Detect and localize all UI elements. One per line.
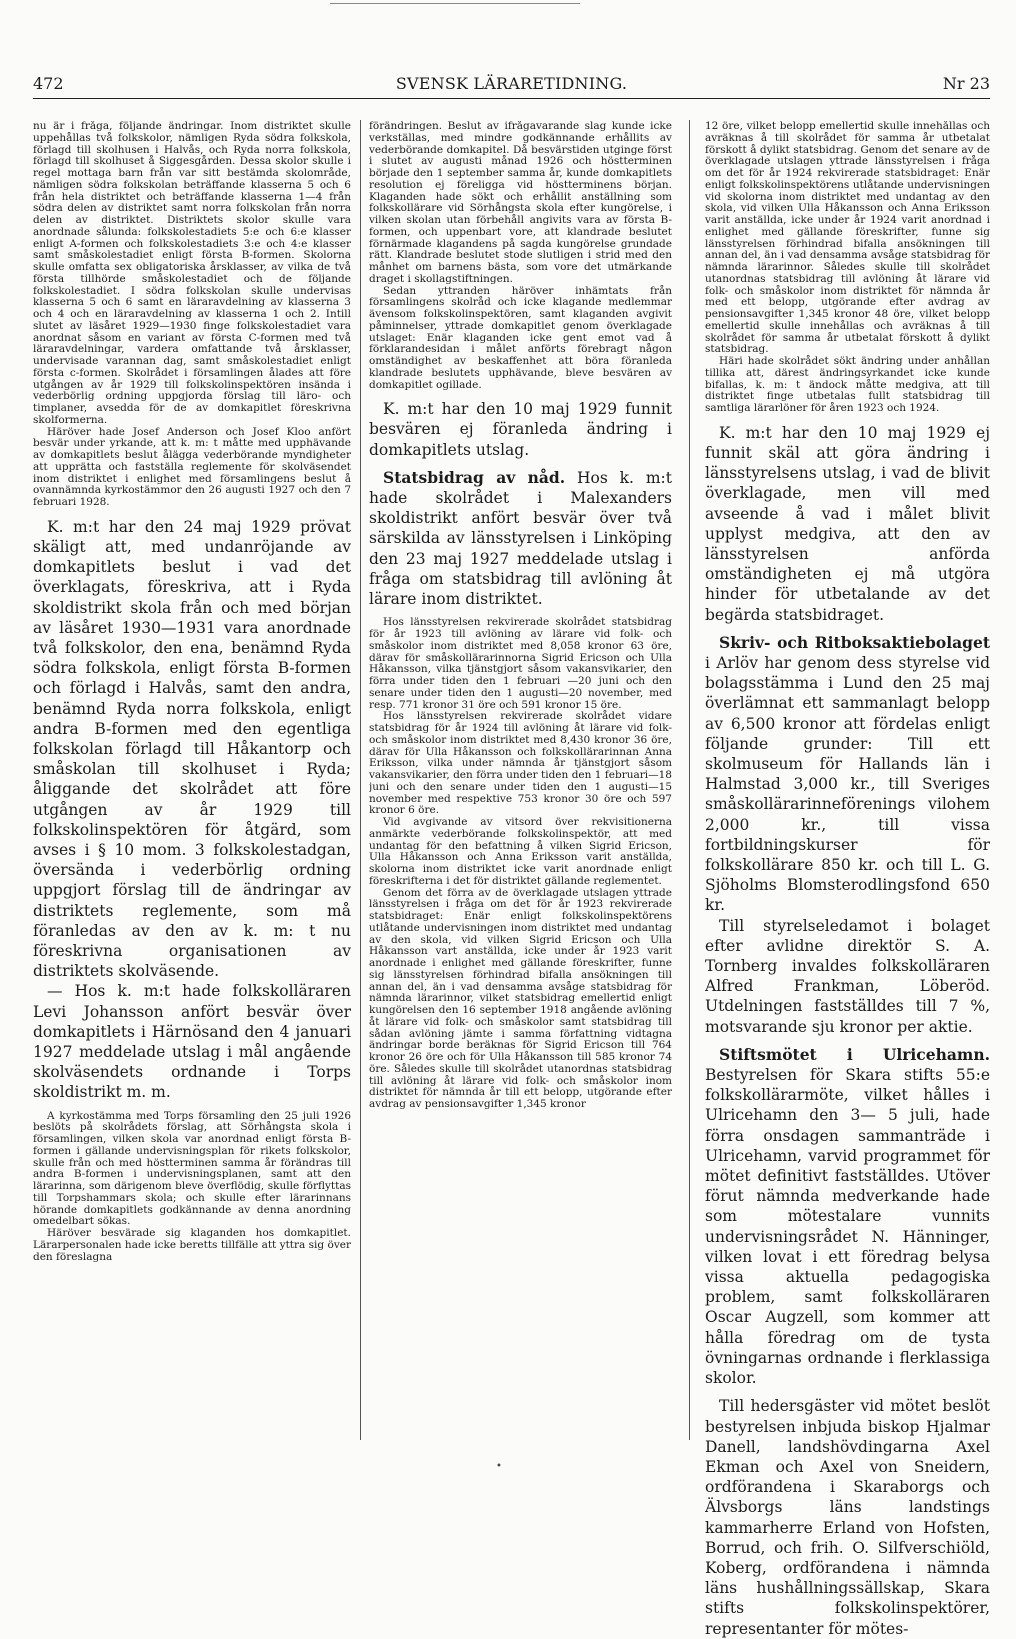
section-heading: Skriv- och Ritboksaktiebolaget [719,632,990,652]
paragraph-text: K. m:t har den 24 maj 1929 prövat skäligt att, med undanröjande av domkapitlets beslut i vad det överklagats, föreskriva, att i Ryda skoldistrikt skola från och med början av läsåret 1930—1931 vara anordnade två folkskolor, den ena, benämnd Ryda södra folkskola, enligt första B-formen och förlagd i Halvås, samt den andra, benämnd Ryda norra folkskola, enligt andra B-formen med den egentliga folkskolan förlagd till Håkantorp och småskolan till skolhuset i Ryda; åliggande det skolrådet att före utgången av år 1929 till folkskolinspektören för åtgärd, som avses i § 10 mom. 3 folkskolestadgan, översända i vederbörlig ordning uppgjort förslag till de ändringar av distriktets reglemente, som må föranledas av den av k. m: t nu föreskrivna organisationen av distriktets skolväsende. [33,517,351,981]
column-middle [369,121,672,1111]
article-paragraph [33,981,351,1102]
issue-number: Nr 23 [942,74,990,93]
article-paragraph [369,286,672,392]
paragraph-text: — Hos k. m:t hade folkskolläraren Levi Johansson anfört besvär över domkapitlets i Härnösand den 4 januari 1927 meddelade utslag i mål angående skolväsendets ordnande i Torps skoldistrikt m. m. [33,982,351,1102]
article-paragraph [369,817,672,888]
article-paragraph [705,633,990,916]
article-paragraph [369,888,672,1111]
top-edge-line [330,3,580,4]
paragraph-text: Bestyrelsen för Skara stifts 55:e folkskollärarmöte, vilket hålles i Ulricehamn den 3— 5 juli, hade förra onsdagen sammanträde i Ulricehamn, varvid programmet för mötet definitivt fastställdes. Utöver förut nämnda medverkande hade som mötestalare vunnits undervisningsrådet N. Hänninger, vilken lovat i ett föredrag belysa vissa aktuella pedagogiska problem, samt folkskolläraren Oscar Augzell, som kommer att hålla föredrag om de tysta övningarnas ordnande i flerklassiga skolor. [705,1066,990,1388]
article-paragraph [33,427,351,509]
paragraph-text: i Arlöv har genom dess styrelse vid bolagsstämma i Lund den 25 maj överlämnat ett sammanlagt belopp av 6,500 kronor att fördelas enligt följande grunder: Till ett skolmuseum för Hallands län i Halmstad 3,000 kr., till Sveriges småskollärarinneförenings vilohem 2,000 kr., till vissa fortbildningskurser för folkskollärare 850 kr. och till L. G. Sjöholms Blomsterodlingsfond 650 kr. [705,653,990,915]
article-paragraph [33,1228,351,1263]
article-paragraph [705,121,990,356]
paragraph-text: 12 öre, vilket belopp emellertid skulle innehållas och avräknas å till skolrådet för samma år utbetalat förskott å dylikt statsbidrag. Genom det senare av de överklagade utslagen yttrade länsstyrelsen i fråga om det för år 1924 rekvirerade statsbidraget: Enär enligt folkskolinspektörens utlåtande undervisningen vid skolorna inom distriktet med undantag av den skola, vid vilken Ulla Håkansson och Anna Eriksson varit anställda, icke under år 1924 varit anordnad i enlighet med gällande föreskrifter, funne sig länsstyrelsen förhindrad bifalla ansökningen till annan del, än i vad densamma avsåge statsbidrag för nämnda lärarinnor. Således skulle till skolrådet utanordnas statsbidrag till avlöning åt lärare vid folk- och småskolor inom distriktet för nämnda år med ett belopp, utgörande efter avdrag av pensionsavgifter 1,345 kronor 48 öre, vilket belopp emellertid skulle innehållas och avräknas å till skolrådet för samma år utbetalat förskott å dylikt statsbidrag. [705,121,990,356]
paragraph-text: nu är i fråga, följande ändringar. Inom distriktet skulle uppehållas två folkskolor, nämligen Ryda södra folkskola, förlagd till skolhusen i Halvås, och Ryda norra folkskola, förlagd till skolhuset å Siggesgården. Dessa skolor skulle i regel mottaga barn från var sitt bestämda skolområde, nämligen södra folkskolan beträffande klasserna 5 och 6 från hela distriktet och beträffande klasserna 1—4 från södra delen av distriktet samt norra folkskolan från norra delen av distriktet. Distriktets skolor skulle vara anordnade sålunda: folkskolestadiets 5:e och 6:e klasser enligt A-formen och folkskolestadiets 3:e och 4:e klasser samt småskolestadiet enligt första B-formen. Skolorna skulle omfatta sex obligatoriska årsklasser, av vilka de två första tillhörde småskolestadiet och de följande folkskolestadiet. I södra folkskolan skulle undervisas klasserna 5 och 6 samt en läraravdelning av klasserna 3 och 4 och en läraravdelning av klasserna 1 och 2. Intill slutet av läsåret 1929—1930 finge folkskolestadiet vara anordnat såsom en variant av första C-formen med två läraravdelningar, vardera omfattande två årsklasser, undervisade varannan dag, samt småskolestadiet enligt första c-formen. Skolrådet i församlingen ålades att före utgången av år 1929 till folkskolinspektören insända i vederbörlig ordning uppgjorda förslag till läro- och timplaner, avsedda för de av domkapitlet föreskrivna skolformerna. [33,121,351,426]
paragraph-text: Genom det förra av de överklagade utslagen yttrade länsstyrelsen i fråga om det för år 1923 rekvirerade statsbidraget: Enär enligt folkskolinspektörens utlåtande undervisningen inom distriktet med undantag av den skola, vid vilken Sigrid Ericson och Ulla Håkansson vart anställda, icke under år 1923 varit anordnade i enlighet med gällande föreskrifter, funne sig länsstyrelsen förhindrad bifalla ansökningen till annan del, än i vad densamma avsåge statsbidrag för nämnda lärarinnor, vilket statsbidrag emellertid enligt kungörelsen den 16 september 1918 angående avlöning åt lärare vid folk- och småskolor samt statsbidrag till sådan avlöning jämte i samma författning vidtagna ändringar borde beräknas för Sigrid Ericson till 764 kronor 26 öre och för Ulla Håkansson till 585 kronor 74 öre. Således skulle till skolrådet utanordnas statsbidrag till avlöning åt lärare vid folk- och småskolor inom distriktet för nämnda år till ett belopp, utgörande efter avdrag av pensionsavgifter 1,345 kronor [369,886,672,1111]
paragraph-text: Sedan yttranden häröver inhämtats från församlingens skolråd och icke klagande medlemmar ävensom folkskolinspektören, samt klaganden avgivit påminnelser, yttrade domkapitlet genom överklagade utslaget: Enär klaganden icke gent emot vad å förklarandesidan i målet anförts förebragt någon omständighet av beskaffenhet att böra föranleda klandrade beslutets upphävande, bleve besvären av domkapitlet ogillade. [369,284,672,391]
article-paragraph [33,517,351,982]
paragraph-text: Häri hade skolrådet sökt ändring under anhållan tillika att, därest ändringsyrkandet icke kunde bifallas, k. m: t ändock måtte medgiva, att till distriktet finge utbetalas fullt statsbidrag till samtliga lärarlöner för åren 1923 och 1924. [705,355,990,414]
article-paragraph [369,711,672,817]
paragraph-text: Till styrelseledamot i bolaget efter avlidne direktör S. A. Tornberg invaldes folkskolläraren Alfred Frankman, Löberöd. Utdelningen fastställdes till 7 %, motsvarande sju kronor per aktie. [705,916,990,1036]
paragraph-text: Vid avgivande av vitsord över rekvisitionerna anmärkte vederbörande folkskolinspektör, att med undantag för den befattning å vilken Sigrid Ericson, Ulla Håkansson och Anna Eriksson varit anställda, skolorna inom distriktet icke varit anordnade enligt föreskrifterna i det för distriktet gällande reglementet. [369,816,672,887]
column-divider-2 [689,120,690,1440]
column-right [705,121,990,1639]
column-divider-1 [360,120,361,1440]
paragraph-text: Häröver besvärade sig klaganden hos domkapitlet. Lärarpersonalen hade icke beretts tillfälle att yttra sig över den föreslagna [33,1227,351,1263]
article-paragraph [369,617,672,711]
article-paragraph [33,1111,351,1229]
paragraph-text: A kyrkostämma med Torps församling den 25 juli 1926 beslöts på skolrådets förslag, att Sörhångsta skola i församlingen, vilken skola var anordnad enligt första B-formen i gällande undervisningsplan för rikets folkskolor, skulle från och med höstterminen samma år förändras till andra B-formen i undervisningsplanen, samt att den lärarinna, som därigenom bleve överflödig, skulle förflyttas till Torpshammars skola; och skulle efter lärarinnans hörande domkapitlets godkännande av denna anordning omedelbart sökas. [33,1109,351,1228]
paragraph-text: Hos k. m:t hade skolrådet i Malexanders skoldistrikt anfört besvär över två särskilda av länsstyrelsen i Linköping den 23 maj 1927 meddelade utslag i fråga om statsbidrag till avlöning åt lärare inom distriktet. [369,468,672,609]
page-mark: • [496,1461,502,1472]
article-paragraph [705,423,990,625]
article-paragraph [705,916,990,1037]
article-paragraph [369,399,672,460]
publication-title: SVENSK LÄRARETIDNING. [395,74,628,93]
paragraph-text: Till hedersgäster vid mötet beslöt bestyrelsen inbjuda biskop Hjalmar Danell, landshövdingarna Axel Ekman och Axel von Sneidern, ordförandena i Skaraborgs och Älvsborgs läns landstings kammarherre Erland von Hofsten, Borrud, och frih. O. Silfverschiöld, Koberg, ordförandena i nämnda läns hushållningssällskap, Skara stifts folkskolinspektörer, representanter för mötes- [705,1397,990,1638]
paragraph-text: Hos länsstyrelsen rekvirerade skolrådet statsbidrag för år 1923 till avlöning av lärare vid folk- och småskolor inom distriktet med 8,058 kronor 63 öre, därav för småskollärarinnorna Sigrid Ericson och Ulla Håkansson, vilka tjänstgjort såsom vakansvikarier, den förra under tiden den 1 februari —20 juni och den senare under tiden den 1 augusti—20 november, med resp. 771 kronor 31 öre och 591 kronor 15 öre. [369,616,672,711]
section-heading: Stiftsmötet i Ulricehamn. [719,1044,990,1064]
article-paragraph [705,1045,990,1388]
article-paragraph [705,1396,990,1638]
paragraph-text: K. m:t har den 10 maj 1929 funnit besvären ej föranleda ändring i domkapitlets utslag. [369,400,672,459]
page-number: 472 [33,74,64,93]
article-paragraph [369,468,672,609]
column-left [33,121,351,1263]
section-heading: Statsbidrag av nåd. [383,467,566,487]
paragraph-text: K. m:t har den 10 maj 1929 ej funnit skäl att göra ändring i länsstyrelsens utslag, i vad de blivit överklagade, men vill med avseende å vad i målet blivit upplyst medgiva, att den av länsstyrelsen anförda omständigheten ej må utgöra hinder för utbetalande av det begärda statsbidraget. [705,423,990,624]
article-paragraph [369,121,672,286]
article-paragraph [705,356,990,415]
paragraph-text: förändringen. Beslut av ifrågavarande slag kunde icke verkställas, med mindre godkännande erhållits av vederbörande domkapitel. Då besvärstiden utginge först i slutet av augusti månad 1926 och höstterminen började den 1 september samma år, kunde domkapitlets resolution ej föreligga vid höstterminens början. Klaganden hade sökt och erhållit anställning som folkskollärare vid Sörhångsta skola efter kungörelse, i vilken skolan utan förbehåll angivits vara av första B-formen, och uppenbart vore, att klandrade beslutet förnärmade klagandens på sagda kungörelse grundade rätt. Klandrade beslutet stode slutligen i strid med den månhet om barnens bästa, som vore det utmärkande draget i skollagstiftningen. [369,121,672,285]
article-paragraph [33,121,351,427]
paragraph-text: Häröver hade Josef Anderson och Josef Kloo anfört besvär under yrkande, att k. m: t måtte med upphävande av domkapitlets beslut ålägga vederbörande myndigheter att upprätta och fastställa reglemente för skolväsendet inom distriktet i enlighet med församlingens beslut å ovannämnda kyrkostämmor den 26 augusti 1927 och den 7 februari 1928. [33,425,351,508]
paragraph-text: Hos länsstyrelsen rekvirerade skolrådet vidare statsbidrag för år 1924 till avlöning åt lärare vid folk- och småskolor inom distriktet med 8,430 kronor 36 öre, därav för Ulla Håkansson och folkskollärarinnan Anna Eriksson, vilka under nämnda år tjänstgjort såsom vakansvikarier, den förra under tiden den 1 februari—18 juni och den senare under tiden den 1 augusti—15 november med respektive 753 kronor 30 öre och 597 kronor 6 öre. [369,710,672,817]
page-header [33,74,990,98]
header-rule [33,98,990,99]
